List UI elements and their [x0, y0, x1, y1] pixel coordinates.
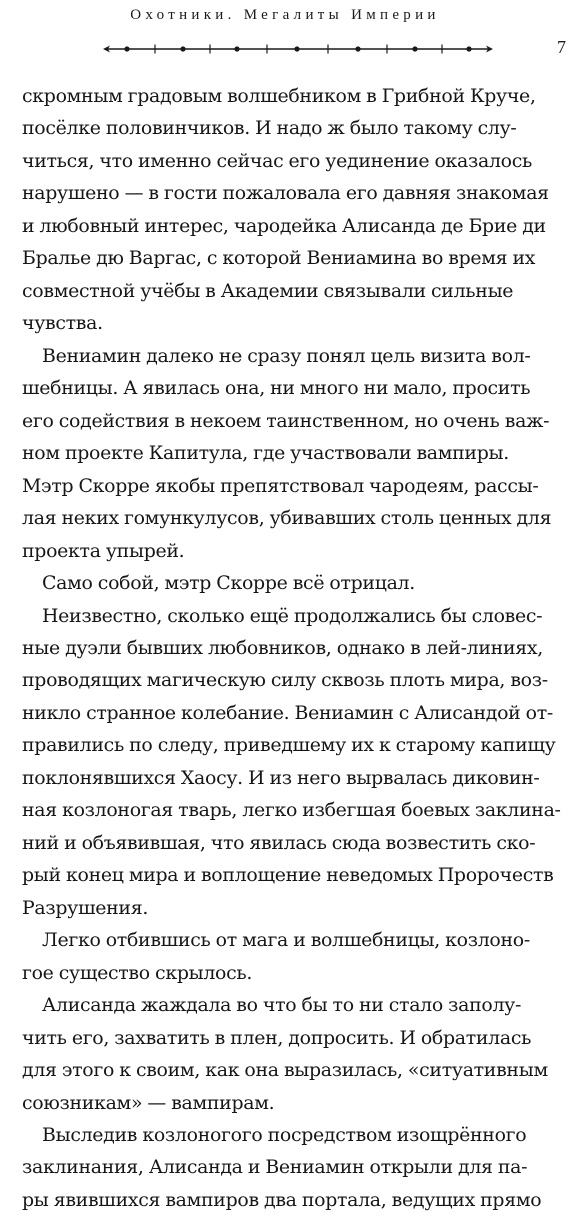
paragraph [22, 989, 580, 1119]
text-line: ры явившихся вампиров два портала, ведущих прямо [22, 1188, 542, 1211]
text-line: союзникам» — вампирам. [22, 1091, 275, 1114]
text-line: никло странное колебание. Вениамин с Алисандой от- [22, 701, 553, 724]
paragraph [22, 340, 580, 567]
text-line: ном проекте Капитула, где участвовали вампиры. [22, 442, 509, 465]
text-line: правились по следу, приведшему их к старому капищу [22, 734, 556, 757]
text-line: нарушено — в гости пожаловала его давняя знакомая [22, 182, 549, 205]
text-line: читься, что именно сейчас его уединение оказалось [22, 149, 533, 172]
text-line: Разрушения. [22, 896, 149, 919]
paragraph [22, 80, 580, 340]
paragraph [22, 567, 580, 599]
page-number: 7 [557, 37, 566, 57]
text-line: Неизвестно, сколько ещё продолжались бы словес- [42, 604, 543, 627]
text-line: шебницы. А явилась она, ни много ни мало, просить [22, 377, 531, 400]
text-line: проекта упырей. [22, 539, 185, 562]
text-line: чувства. [22, 312, 103, 335]
text-line: ний и объявившая, что явилась сюда возвестить ско- [22, 831, 536, 854]
text-line: Мэтр Скорре якобы препятствовал чародеям, рассы- [22, 474, 539, 497]
paragraph [22, 924, 580, 989]
text-line: чить его, захватить в плен, допросить. И обратилась [22, 1026, 532, 1049]
paragraph [22, 600, 580, 925]
text-line: рый конец мира и воплощение неведомых Пророчеств [22, 864, 554, 887]
text-line: Вениамин далеко не сразу понял цель визита вол- [42, 344, 531, 367]
body-text [22, 80, 580, 1216]
text-line: ные дуэли бывших любовников, однако в лей-линиях, [22, 636, 543, 659]
paragraph [22, 1119, 580, 1216]
text-line: Само собой, мэтр Скорре всё отрицал. [42, 572, 415, 595]
text-line: посёлке половинчиков. И надо ж было такому слу- [22, 117, 517, 140]
text-line: ная козлоногая тварь, легко избегшая боевых заклина- [22, 799, 561, 822]
text-line: лая неких гомункулусов, убивавших столь ценных для [22, 507, 552, 530]
text-line: гое существо скрылось. [22, 961, 253, 984]
text-line: его содействия в некоем таинственном, но очень важ- [22, 409, 550, 432]
text-line: Бралье дю Варгас, с которой Вениамина во время их [22, 247, 536, 270]
text-line: совместной учёбы в Академии связывали сильные [22, 279, 514, 302]
text-line: проводящих магическую силу сквозь плоть мира, воз- [22, 669, 548, 692]
text-line: для этого к своим, как она выразилась, «ситуативным [22, 1059, 548, 1082]
text-line: Алисанда жаждала во что бы то ни стало заполу- [42, 994, 522, 1017]
text-line: заклинания, Алисанда и Вениамин открыли для па- [22, 1156, 528, 1179]
ornament-rule [103, 42, 493, 56]
text-line: и любовный интерес, чародейка Алисанда де Брие ди [22, 214, 546, 237]
text-line: Выследив козлоногого посредством изощрённого [42, 1124, 527, 1146]
text-line: Легко отбившись от мага и волшебницы, козлоно- [42, 929, 530, 952]
running-title: Охотники. Мегалиты Империи [130, 7, 440, 23]
text-line: поклонявшихся Хаосу. И из него вырвалась диковин- [22, 766, 540, 789]
text-line: скромным градовым волшебником в Грибной Круче, [22, 85, 536, 107]
running-header [0, 0, 588, 70]
